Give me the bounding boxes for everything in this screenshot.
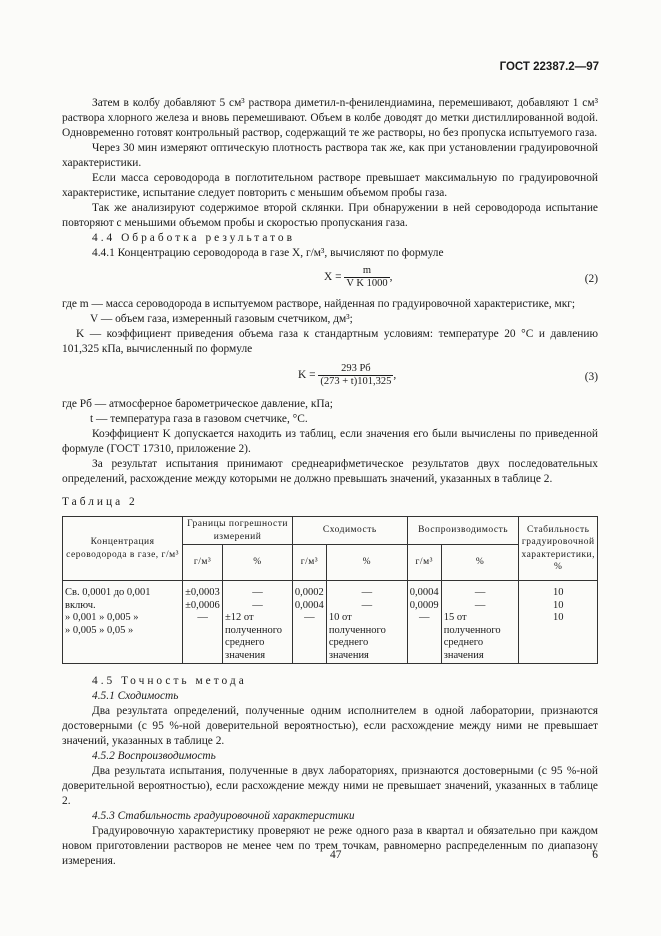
subsection-heading: 4.5.2 Воспроизводимость — [92, 750, 216, 762]
stability-cell — [519, 581, 598, 664]
paragraph: Затем в колбу добавляют 5 см³ раствора диметил-n-фенилендиамина, перемешивают, добавляют 1 см³ раствора хлорного железа и вновь перемешивают. Объем в колбе доводят до метки дистиллированной водой. Одновременно готовят контрольный раствор, содержащий те же растворы, но без пропуска испытуемого газа. — [62, 97, 598, 139]
paragraph: где m — масса сероводорода в испытуемом растворе, найденная по градуировочной характеристике, мкг; — [62, 298, 576, 310]
section-heading: 4.5 Точность метода — [92, 675, 247, 687]
formula-tail: , — [393, 369, 397, 382]
header-stability: Стабильность градуировочной характеристики, % — [519, 517, 598, 581]
reproducibility-abs-cell — [407, 581, 441, 664]
table-value: — — [418, 612, 430, 623]
formula-lhs: X = — [324, 271, 342, 284]
error-abs-cell — [183, 581, 223, 664]
paragraph: Если масса сероводорода в поглотительном растворе превышает максимальную по градуировочной характеристике, испытание следует повторить с меньшим объемом пробы газа. — [62, 172, 598, 199]
table-value: ±12 от полученного среднего значения — [225, 612, 282, 661]
table-value: — — [252, 599, 263, 611]
paragraph: t — температура газа в газовом счетчике, °С. — [90, 413, 308, 425]
formula-number: (2) — [584, 273, 598, 285]
paragraph: Так же анализируют содержимое второй склянки. При обнаружении в ней сероводорода испытание повторяют с меньшими объемом пробы и скоростью пропускания газа. — [62, 202, 598, 229]
unit-header: г/м³ — [292, 545, 326, 581]
table-value: — — [474, 599, 486, 611]
paragraph: Коэффициент K допускается находить из таблиц, если значения его были вычислены по приведенной формуле (ГОСТ 17310, приложение 2). — [62, 428, 598, 455]
page-number: 47 — [330, 849, 342, 861]
table-value: 0,0009 — [409, 599, 439, 611]
header-error-bounds: Границы погрешности измерений — [183, 517, 293, 545]
unit-header: г/м³ — [183, 545, 223, 581]
table-value: — — [252, 587, 263, 598]
formula-3 — [62, 363, 598, 393]
document-code: ГОСТ 22387.2—97 — [499, 61, 599, 73]
formula-denominator: V K 1000 — [346, 278, 388, 289]
paragraph: Через 30 мин измеряют оптическую плотность раствора так же, как при установлении градуировочной характеристики. — [62, 142, 598, 169]
table-caption: Таблица 2 — [62, 496, 138, 508]
formula-lhs: K = — [298, 369, 316, 382]
paragraph: 4.4.1 Концентрацию сероводорода в газе X, г/м³, вычисляют по формуле — [92, 247, 444, 259]
subsection-heading: 4.5.1 Сходимость — [92, 690, 179, 702]
error-pct-cell — [223, 581, 293, 664]
paragraph: где Pб — атмосферное барометрическое давление, кПа; — [62, 398, 333, 410]
formula-denominator: (273 + t)101,325 — [320, 376, 392, 387]
table-value: 0,0002 — [294, 587, 324, 598]
subsection-heading: 4.5.3 Стабильность градуировочной характеристики — [92, 810, 355, 822]
paragraph: V — объем газа, измеренный газовым счетчиком, дм³; — [90, 313, 353, 325]
table-value: — — [474, 587, 486, 598]
unit-header: % — [223, 545, 293, 581]
formula-fraction — [318, 363, 393, 388]
concentration-cell — [63, 581, 183, 664]
paragraph: Два результата определений, полученные одним исполнителем в одной лаборатории, признаются достоверными (с 95 %-ной доверительной вероятностью), если расхождение между ними не превышает значений, указанных в таблице 2. — [62, 705, 598, 747]
formula-numerator: m — [344, 265, 389, 278]
table-value: ±0,0003 — [185, 587, 220, 598]
formula-number: (3) — [584, 371, 598, 383]
unit-header: % — [441, 545, 519, 581]
table-value: — — [361, 587, 373, 598]
paragraph: K — коэффициент приведения объема газа к стандартным условиям: температуре 20 °С и давлению 101,325 кПа, вычисленный по формуле — [62, 328, 598, 355]
formula-tail: , — [389, 271, 393, 284]
header-convergence: Сходимость — [292, 517, 407, 545]
page-body — [62, 96, 598, 869]
table-value: Св. 0,0001 до 0,001 включ. — [65, 587, 151, 611]
table-value: — — [304, 612, 315, 623]
table-value: » 0,001 » 0,005 » — [65, 612, 139, 623]
table-value: — — [361, 599, 373, 611]
convergence-pct-cell — [326, 581, 407, 664]
table-value: 0,0004 — [409, 587, 439, 598]
paragraph: За результат испытания принимают среднеарифметическое результатов двух последовательных определений, расхождение между которыми не должно превышать значений, указанных в таблице 2. — [62, 458, 598, 485]
reproducibility-pct-cell — [441, 581, 519, 664]
table-value: — — [197, 612, 208, 623]
table-value: 15 от полученного среднего значения — [443, 612, 501, 661]
unit-header: г/м³ — [407, 545, 441, 581]
paragraph: Два результата испытания, полученные в двух лабораториях, признаются достоверными (с 95 %-ной доверительной вероятностью), если расхождение между ними не превышает значений, указанных в таблице 2. — [62, 765, 598, 807]
table-value: » 0,005 » 0,05 » — [65, 624, 134, 636]
table-value: 10 от полученного среднего значения — [328, 612, 386, 661]
formula-numerator: 293 Pб — [318, 363, 393, 376]
paragraph: Градуировочную характеристику проверяют не реже одного раза в квартал и обязательно при каждом новом приготовлении растворов не менее чем по трем точкам, равномерно распределенным по диапазону измерения. — [62, 825, 598, 867]
table-value: 10 — [552, 587, 564, 598]
table-value: 0,0004 — [294, 599, 324, 611]
table-2 — [62, 516, 598, 664]
formula-fraction — [344, 265, 389, 290]
header-concentration: Концентрация сероводорода в газе, г/м³ — [63, 517, 183, 581]
sheet-number: 6 — [592, 849, 598, 861]
page-footer — [62, 848, 598, 864]
header-reproducibility: Воспроизводимость — [407, 517, 519, 545]
section-heading: 4.4 Обработка результатов — [92, 232, 296, 244]
convergence-abs-cell — [292, 581, 326, 664]
unit-header: % — [326, 545, 407, 581]
table-value: 10 — [552, 612, 564, 623]
table-row — [63, 581, 598, 664]
formula-2 — [62, 265, 598, 295]
table-value: 10 — [552, 599, 564, 611]
table-value: ±0,0006 — [185, 599, 220, 611]
